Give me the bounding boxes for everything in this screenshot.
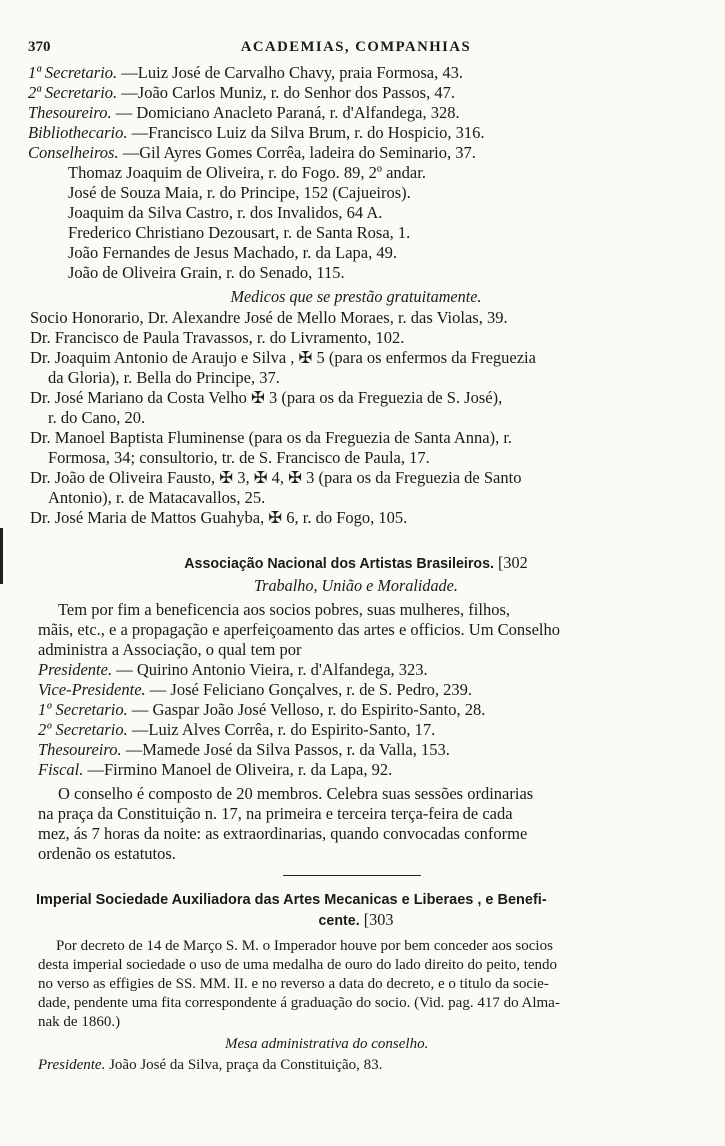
officer-line: Bibliothecario. —Francisco Luiz da Silva Brum, r. do Hospicio, 316. [28, 123, 485, 142]
member-line: Frederico Christiano Dezousart, r. de Santa Rosa, 1. [68, 223, 411, 242]
medico-line: Dr. Francisco de Paula Travassos, r. do Livramento, 102. [30, 328, 405, 347]
medico-line: Formosa, 34; consultorio, tr. de S. Francisco de Paula, 17. [48, 448, 430, 467]
officer-line: Vice-Presidente. — José Feliciano Gonçalves, r. de S. Pedro, 239. [38, 680, 472, 699]
medico-line: Antonio), r. de Matacavallos, 25. [48, 488, 266, 507]
section-divider [283, 875, 421, 876]
section-title-cont: cente. [303 [318, 910, 394, 929]
section-subheading: Mesa administrativa do conselho. [225, 1036, 429, 1052]
medico-line: Dr. José Maria de Mattos Guahyba, ✠ 6, r. do Fogo, 105. [30, 508, 408, 527]
paragraph-line: mãis, etc., e a propagação e aperfeiçoamento das artes e officios. Um Conselho [38, 620, 560, 639]
medico-line: Dr. José Mariano da Costa Velho ✠ 3 (para os da Freguezia de S. José), [30, 388, 503, 407]
paragraph-line: ordenão os estatutos. [38, 844, 176, 863]
officer-line: Thesoureiro. —Mamede José da Silva Passos, r. da Valla, 153. [38, 740, 450, 759]
paragraph-line: na praça da Constituição n. 17, na primeira e terceira terça-feira de cada [38, 804, 513, 823]
officer-line: Thesoureiro. — Domiciano Anacleto Paraná, r. d'Alfandega, 328. [28, 103, 460, 122]
medico-line: r. do Cano, 20. [48, 408, 146, 427]
member-line: João Fernandes de Jesus Machado, r. da Lapa, 49. [68, 243, 397, 262]
paragraph-line: no verso as effigies de SS. MM. II. e no reverso a data do decreto, e o titulo da socie- [38, 976, 549, 992]
section-title: Imperial Sociedade Auxiliadora das Artes Mecanicas e Liberaes , e Benefi- [36, 892, 547, 908]
medico-line: Dr. João de Oliveira Fausto, ✠ 3, ✠ 4, ✠ 3 (para os da Freguezia de Santo [30, 468, 522, 487]
section-motto: Trabalho, União e Moralidade. [254, 576, 458, 595]
officer-line: Conselheiros. —Gil Ayres Gomes Corrêa, ladeira do Seminario, 37. [28, 143, 476, 162]
page-number: 370 [28, 39, 51, 55]
officer-line: 2º Secretario. —Luiz Alves Corrêa, r. do Espirito-Santo, 17. [38, 720, 436, 739]
paragraph-line: Tem por fim a beneficencia aos socios pobres, suas mulheres, filhos, [58, 600, 511, 619]
paragraph-line: mez, ás 7 horas da noite: as extraordinarias, quando convocadas conforme [38, 824, 528, 843]
paragraph-line: dade, pendente uma fita correspondente á graduação do socio. (Vid. pag. 417 do Alma- [38, 995, 560, 1011]
running-title: ACADEMIAS, COMPANHIAS [240, 39, 472, 55]
officer-line: 1ª Secretario. —Luiz José de Carvalho Chavy, praia Formosa, 43. [28, 63, 463, 82]
medico-line: Dr. Joaquim Antonio de Araujo e Silva , ✠ 5 (para os enfermos da Freguezia [30, 348, 536, 367]
medico-line: da Gloria), r. Bella do Principe, 37. [48, 368, 280, 387]
paragraph-line: O conselho é composto de 20 membros. Celebra suas sessões ordinarias [58, 784, 534, 803]
paragraph-line: administra a Associação, o qual tem por [38, 640, 302, 659]
member-line: João de Oliveira Grain, r. do Senado, 115. [68, 263, 345, 282]
section-title: Associação Nacional dos Artistas Brasileiros. [302 [184, 553, 528, 572]
officer-line: 1º Secretario. — Gaspar João José Velloso, r. do Espirito-Santo, 28. [38, 700, 486, 719]
member-line: José de Souza Maia, r. do Principe, 152 (Cajueiros). [68, 183, 411, 202]
officer-line: 2ª Secretario. —João Carlos Muniz, r. do Senhor dos Passos, 47. [28, 83, 455, 102]
officer-line: Presidente. — Quirino Antonio Vieira, r. d'Alfandega, 323. [38, 660, 428, 679]
medico-line: Socio Honorario, Dr. Alexandre José de Mello Moraes, r. das Violas, 39. [30, 308, 508, 327]
medico-line: Dr. Manoel Baptista Fluminense (para os da Freguezia de Santa Anna), r. [30, 428, 513, 447]
paragraph-line: nak de 1860.) [38, 1014, 121, 1030]
section-subheading: Medicos que se prestão gratuitamente. [230, 287, 482, 306]
paragraph-line: desta imperial sociedade o uso de uma medalha de ouro do lado direito do peito, tendo [38, 957, 558, 973]
officer-line: Fiscal. —Firmino Manoel de Oliveira, r. da Lapa, 92. [38, 760, 393, 779]
officer-line: Presidente. João José da Silva, praça da Constituição, 83. [38, 1057, 383, 1073]
member-line: Thomaz Joaquim de Oliveira, r. do Fogo. 89, 2º andar. [68, 163, 426, 182]
paragraph-line: Por decreto de 14 de Março S. M. o Imperador houve por bem conceder aos socios [56, 938, 553, 954]
member-line: Joaquim da Silva Castro, r. dos Invalidos, 64 A. [68, 203, 383, 222]
